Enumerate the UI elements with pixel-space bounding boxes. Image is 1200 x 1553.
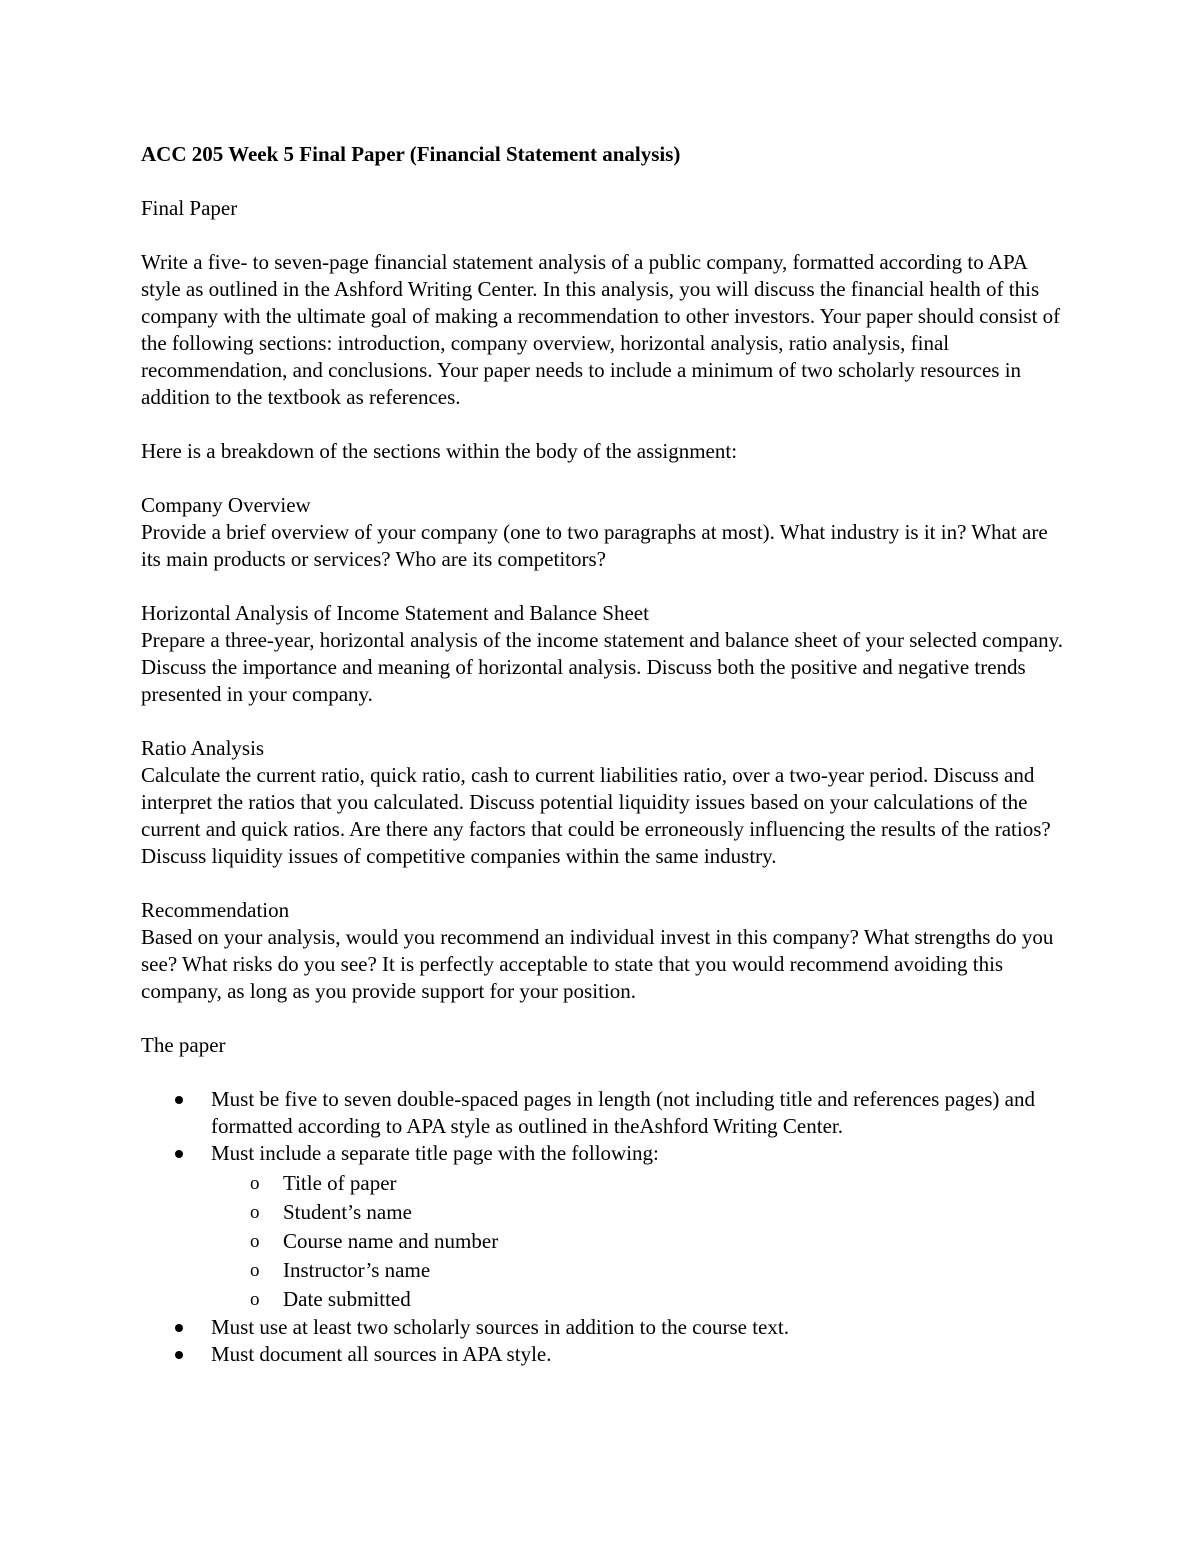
section-heading: Company Overview: [141, 493, 311, 517]
list-item: [141, 1314, 1066, 1341]
intro-paragraph: Write a five- to seven-page financial statement analysis of a public company, formatted according to APA style as outlined in the Ashford Writing Center. In this analysis, you will discuss the financial health of this company with the ultimate goal of making a recommendation to other investors. Your paper should consist of the following sections: introduction, company overview, horizontal analysis, ratio analysis, final recommendation, and conclusions. Your paper needs to include a minimum of two scholarly resources in addition to the textbook as references.: [141, 250, 1061, 409]
sub-list-item-text: Date submitted: [283, 1287, 411, 1311]
bullet-icon: [175, 1351, 183, 1359]
sub-list-item-text: Student’s name: [283, 1200, 412, 1224]
list-item-text: Must include a separate title page with the following:: [211, 1141, 659, 1165]
circle-bullet-icon: o: [250, 1289, 260, 1310]
section-heading: Recommendation: [141, 898, 290, 922]
sub-list-item: [141, 1169, 1066, 1198]
breakdown-intro: Here is a breakdown of the sections within the body of the assignment:: [141, 439, 738, 463]
section-body: Calculate the current ratio, quick ratio, cash to current liabilities ratio, over a two-year period. Discuss and interpret the ratios that you calculated. Discuss potential liquidity issues based on your calculations of the current and quick ratios. Are there any factors that could be erroneously influencing the results of the ratios? Discuss liquidity issues of competitive companies within the same industry.: [141, 763, 1051, 868]
title-page-items-list: [211, 1169, 1066, 1314]
circle-bullet-icon: o: [250, 1202, 260, 1223]
requirements-list: [141, 1086, 1066, 1368]
list-item: [141, 1140, 1066, 1314]
sub-list-item: [141, 1227, 1066, 1256]
circle-bullet-icon: o: [250, 1260, 260, 1281]
document-subtitle: Final Paper: [141, 196, 238, 220]
section-heading: Horizontal Analysis of Income Statement and Balance Sheet: [141, 601, 649, 625]
list-item-text: Must document all sources in APA style.: [211, 1342, 552, 1366]
sub-list-item: [141, 1256, 1066, 1285]
bullet-icon: [175, 1150, 183, 1158]
section-heading: Ratio Analysis: [141, 736, 265, 760]
list-item-text: Must be five to seven double-spaced pages in length (not including title and references pages) and formatted according to APA style as outlined in theAshford Writing Center.: [211, 1087, 1035, 1138]
section-ratio-analysis: [141, 735, 1066, 870]
document-page: [141, 141, 1066, 1368]
sub-list-item-text: Course name and number: [283, 1229, 499, 1253]
sub-list-item-text: Instructor’s name: [283, 1258, 431, 1282]
document-title: ACC 205 Week 5 Final Paper (Financial Statement analysis): [141, 142, 681, 166]
sub-list-item-text: Title of paper: [283, 1171, 397, 1195]
circle-bullet-icon: o: [250, 1231, 260, 1252]
section-body: Provide a brief overview of your company (one to two paragraphs at most). What industry is it in? What are its main products or services? Who are its competitors?: [141, 520, 1048, 571]
section-horizontal-analysis: [141, 600, 1066, 708]
sub-list-item: [141, 1198, 1066, 1227]
bullet-icon: [175, 1096, 183, 1104]
section-company-overview: [141, 492, 1066, 573]
paper-heading: The paper: [141, 1033, 226, 1057]
sub-list-item: [141, 1285, 1066, 1314]
list-item: [141, 1341, 1066, 1368]
bullet-icon: [175, 1324, 183, 1332]
section-body: Prepare a three-year, horizontal analysis of the income statement and balance sheet of your selected company. Discuss the importance and meaning of horizontal analysis. Discuss both the positive and negative trends presented in your company.: [141, 628, 1063, 706]
list-item: [141, 1086, 1066, 1140]
circle-bullet-icon: o: [250, 1173, 260, 1194]
section-recommendation: [141, 897, 1066, 1005]
section-body: Based on your analysis, would you recommend an individual invest in this company? What strengths do you see? What risks do you see? It is perfectly acceptable to state that you would recommend avoiding this company, as long as you provide support for your position.: [141, 925, 1054, 1003]
list-item-text: Must use at least two scholarly sources in addition to the course text.: [211, 1315, 789, 1339]
